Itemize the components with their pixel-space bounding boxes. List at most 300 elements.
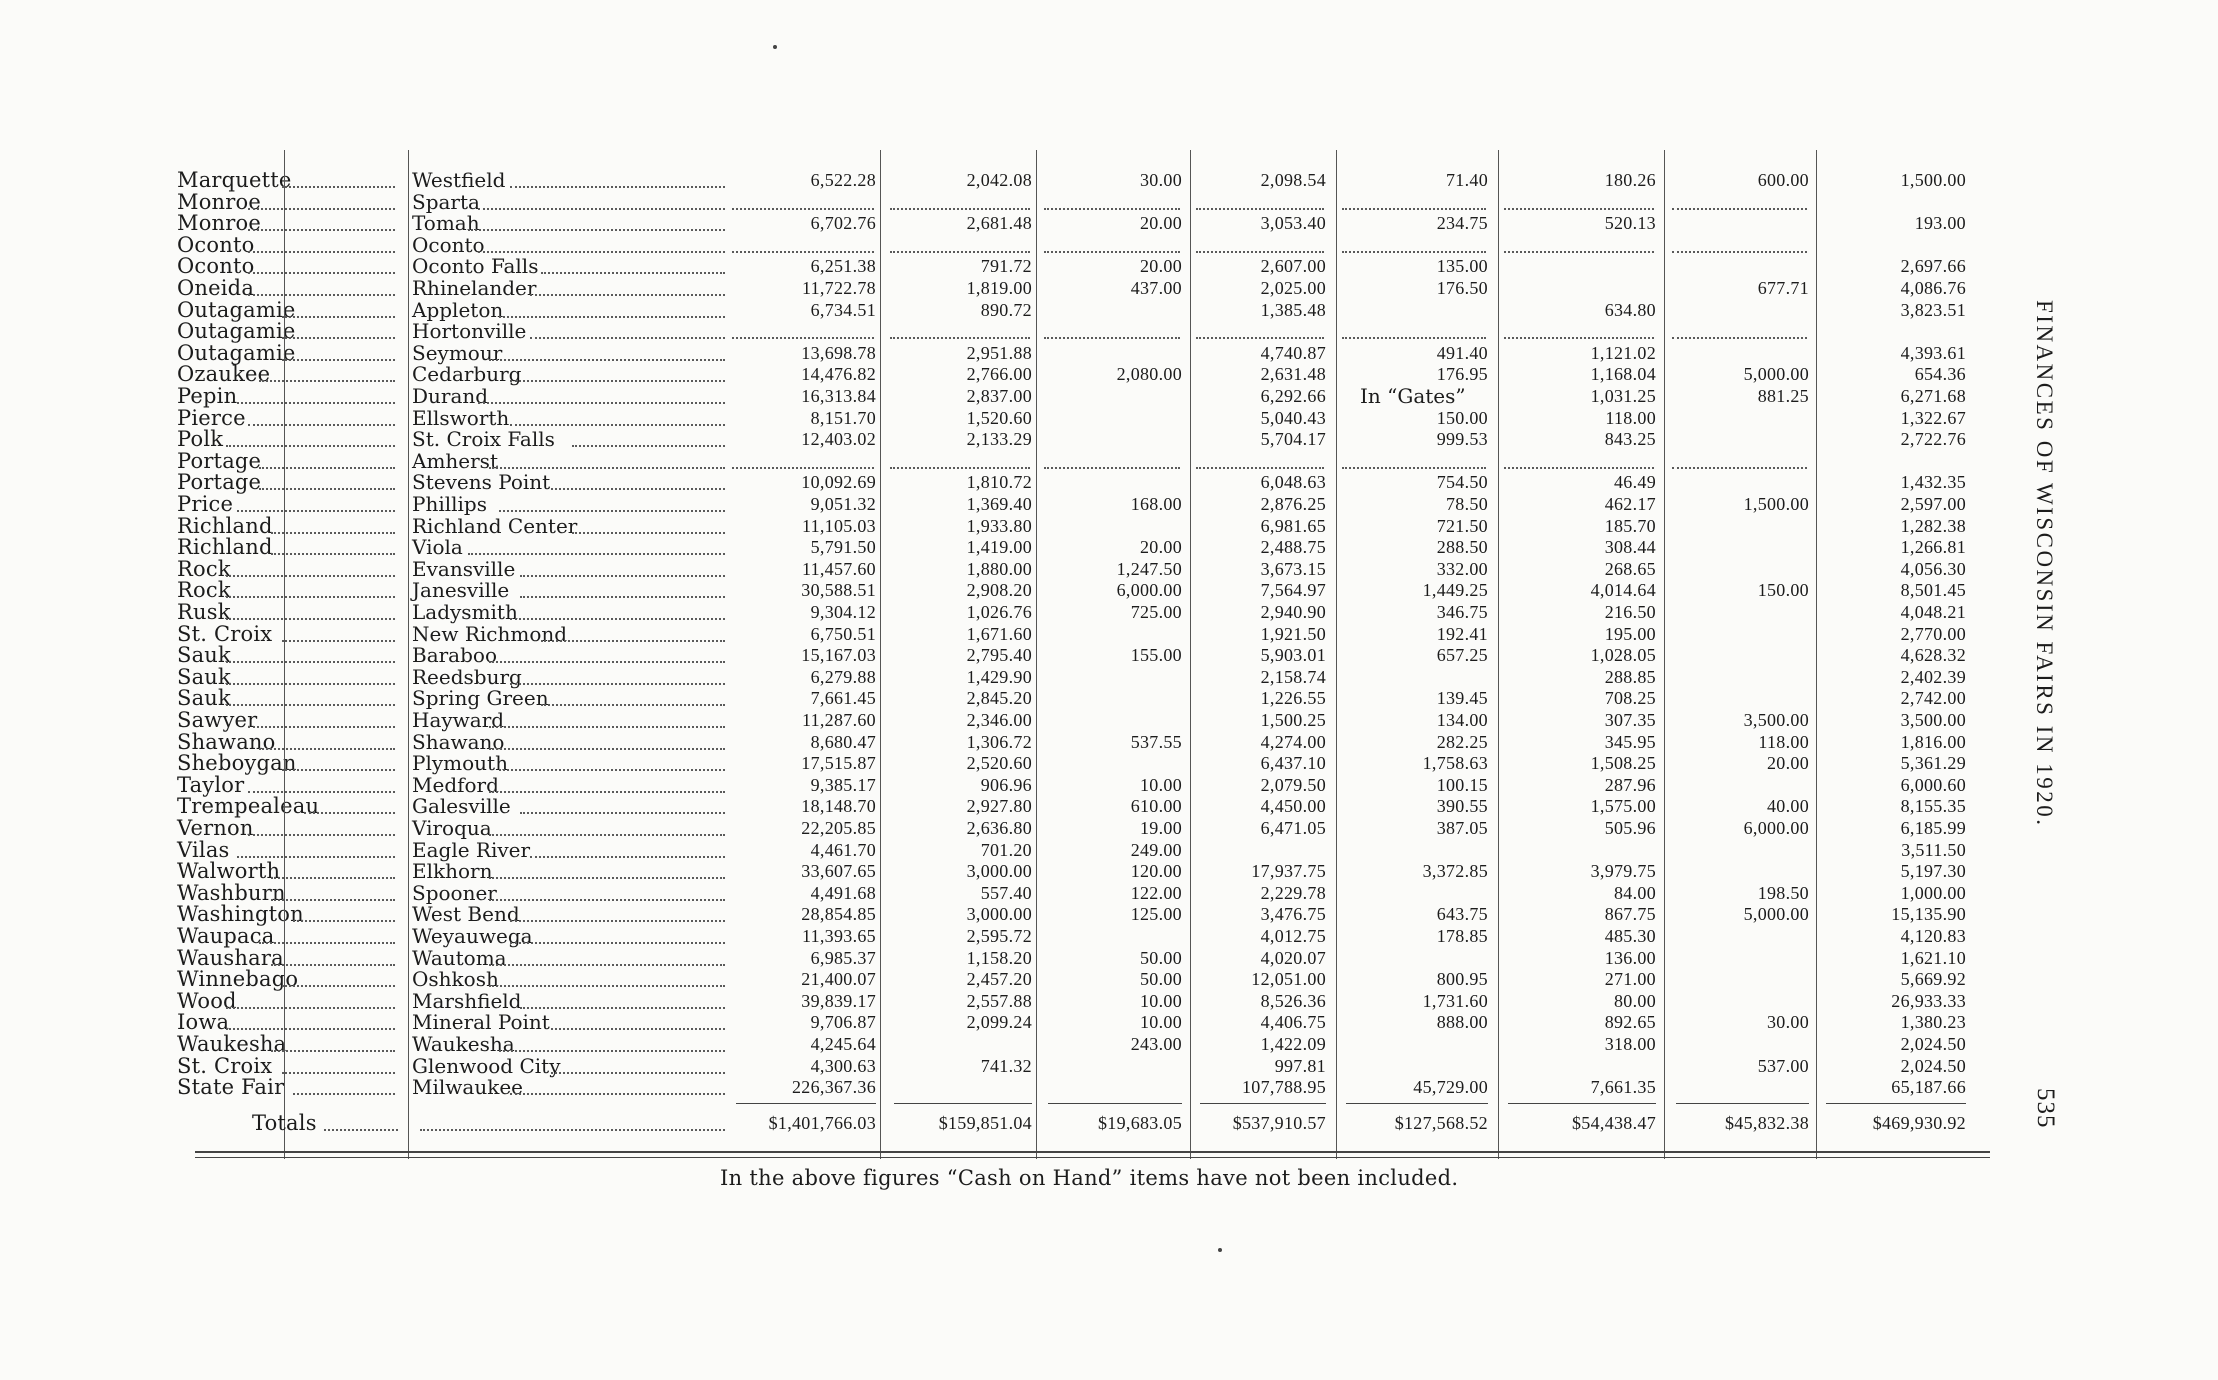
fair-town-cell: St. Croix Falls xyxy=(412,427,555,452)
totals-rule xyxy=(1826,1103,1966,1104)
footnote: In the above figures “Cash on Hand” items have not been included. xyxy=(720,1166,1459,1190)
fair-town-cell: Stevens Point xyxy=(412,470,551,495)
empty-cell-dots xyxy=(1672,251,1807,253)
county-cell: Washington xyxy=(177,902,304,927)
amount-cell: 1,508.25 xyxy=(1590,753,1656,774)
totals-rule xyxy=(1346,1103,1488,1104)
county-cell: Outagamie xyxy=(177,340,296,365)
amount-cell: 677.71 xyxy=(1757,278,1809,298)
totals-label: Totals xyxy=(252,1110,317,1135)
leader-dots xyxy=(271,877,395,879)
amount-cell: 243.00 xyxy=(1130,1034,1182,1054)
empty-cell-dots xyxy=(1504,337,1654,339)
empty-cell-dots xyxy=(1342,251,1486,253)
leader-dots xyxy=(510,683,725,685)
amount-cell: 1,000.00 xyxy=(1900,882,1966,903)
amount-cell: 1,500.25 xyxy=(1260,710,1326,730)
leader-dots xyxy=(259,748,395,750)
empty-cell-dots xyxy=(890,208,1030,210)
fair-town-cell: Viola xyxy=(412,535,463,560)
amount-cell: 2,742.00 xyxy=(1900,688,1966,709)
amount-cell: 10,092.69 xyxy=(801,472,876,493)
amount-cell: 2,402.39 xyxy=(1900,666,1966,687)
fair-town-cell: Weyauwega xyxy=(412,924,533,948)
amount-cell: 867.75 xyxy=(1604,904,1656,925)
leader-dots xyxy=(510,424,725,426)
leader-dots xyxy=(520,1007,725,1009)
county-cell: Waukesha xyxy=(177,1032,287,1056)
leader-dots xyxy=(226,704,395,706)
amount-cell: 107,788.95 xyxy=(1242,1077,1326,1098)
amount-cell: 11,722.78 xyxy=(801,278,876,298)
leader-dots xyxy=(551,1028,725,1030)
county-cell: Winnebago xyxy=(177,967,299,992)
leader-dots xyxy=(510,380,725,382)
county-cell: Sauk xyxy=(177,686,231,711)
amount-cell: 890.72 xyxy=(980,299,1032,320)
amount-cell: 6,522.28 xyxy=(810,170,876,190)
amount-cell: 2,940.90 xyxy=(1260,602,1326,622)
amount-cell: 1,731.60 xyxy=(1422,990,1488,1011)
amount-cell: 505.96 xyxy=(1604,818,1656,838)
fair-town-cell: Hayward xyxy=(412,708,505,732)
amount-cell: 537.00 xyxy=(1757,1055,1809,1076)
empty-cell-dots xyxy=(732,337,874,339)
column-rule xyxy=(1036,150,1037,1159)
empty-cell-dots xyxy=(890,337,1030,339)
leader-dots xyxy=(489,661,725,663)
fair-town-cell: Rhinelander xyxy=(412,276,537,300)
amount-cell: 2,766.00 xyxy=(966,364,1032,385)
amount-cell: 4,300.63 xyxy=(810,1055,876,1076)
fair-town-cell: Spring Green xyxy=(412,686,549,711)
county-cell: Sauk xyxy=(177,664,231,689)
fair-town-cell: Amherst xyxy=(412,448,498,473)
county-cell: Portage xyxy=(177,470,262,495)
amount-cell: 4,393.61 xyxy=(1900,342,1966,363)
county-cell: Oneida xyxy=(177,276,255,300)
amount-cell: 6,251.38 xyxy=(810,256,876,277)
county-cell: Rock xyxy=(177,578,231,603)
leader-dots xyxy=(530,294,725,296)
amount-cell: 643.75 xyxy=(1436,904,1488,925)
amount-cell: 997.81 xyxy=(1274,1055,1326,1076)
leader-dots xyxy=(478,402,725,404)
amount-cell: 1,921.50 xyxy=(1260,623,1326,644)
amount-cell: 4,450.00 xyxy=(1260,796,1326,817)
leader-dots xyxy=(324,1129,398,1131)
fair-town-cell: Appleton xyxy=(412,297,504,322)
leader-dots xyxy=(478,251,725,253)
fair-town-cell: Baraboo xyxy=(412,643,497,668)
amount-cell: 3,500.00 xyxy=(1743,710,1809,730)
fair-town-cell: Tomah xyxy=(412,211,480,236)
leader-dots xyxy=(489,726,725,728)
leader-dots xyxy=(499,1050,725,1052)
fair-town-cell: Ellsworth xyxy=(412,405,510,430)
amount-cell: 15,167.03 xyxy=(801,645,876,666)
amount-cell: 634.80 xyxy=(1604,299,1656,320)
leader-dots xyxy=(541,640,725,642)
amount-cell: 2,133.29 xyxy=(966,429,1032,450)
amount-cell: 332.00 xyxy=(1436,558,1488,579)
amount-cell: 6,000.00 xyxy=(1116,580,1182,601)
leader-dots xyxy=(499,316,725,318)
county-cell: Waupaca xyxy=(177,924,275,948)
amount-cell: 1,306.72 xyxy=(966,731,1032,752)
amount-cell: 6,185.99 xyxy=(1900,818,1966,838)
amount-cell: 999.53 xyxy=(1436,429,1488,450)
amount-cell: 6,437.10 xyxy=(1260,753,1326,774)
leader-dots xyxy=(226,575,395,577)
amount-cell: 268.65 xyxy=(1604,558,1656,579)
amount-cell: 462.17 xyxy=(1604,494,1656,514)
amount-cell: 11,287.60 xyxy=(801,710,876,730)
amount-cell: 1,282.38 xyxy=(1900,515,1966,536)
amount-cell: 11,393.65 xyxy=(801,926,876,946)
empty-cell-dots xyxy=(732,208,874,210)
amount-cell: 100.15 xyxy=(1436,774,1488,795)
amount-cell: 537.55 xyxy=(1130,731,1182,752)
amount-cell: 1,520.60 xyxy=(966,407,1032,428)
amount-cell: 139.45 xyxy=(1436,688,1488,709)
amount-cell: 6,000.60 xyxy=(1900,774,1966,795)
empty-cell-dots xyxy=(1044,337,1180,339)
leader-dots xyxy=(499,510,725,512)
fair-town-cell: West Bend xyxy=(412,902,520,927)
amount-cell: 4,056.30 xyxy=(1900,558,1966,579)
county-cell: Marquette xyxy=(177,168,292,192)
amount-cell: 657.25 xyxy=(1436,645,1488,666)
fair-town-cell: Elkhorn xyxy=(412,859,493,884)
county-cell: Ozaukee xyxy=(177,362,271,387)
amount-cell: 2,346.00 xyxy=(966,710,1032,730)
amount-cell: 1,380.23 xyxy=(1900,1012,1966,1033)
county-cell: Sheboygan xyxy=(177,751,297,776)
amount-cell: 2,795.40 xyxy=(966,645,1032,666)
amount-cell: 78.50 xyxy=(1446,494,1488,514)
column-rule xyxy=(284,150,285,1159)
amount-cell: 3,823.51 xyxy=(1900,299,1966,320)
county-cell: Monroe xyxy=(177,189,261,214)
empty-cell-dots xyxy=(890,251,1030,253)
amount-cell: 1,121.02 xyxy=(1590,342,1656,363)
amount-cell: 1,933.80 xyxy=(966,515,1032,536)
column-rule xyxy=(1336,150,1337,1159)
county-cell: Richland xyxy=(177,535,273,560)
fair-town-cell: Evansville xyxy=(412,556,516,581)
amount-cell: 2,770.00 xyxy=(1900,623,1966,644)
amount-cell: 800.95 xyxy=(1436,969,1488,990)
amount-cell: 1,449.25 xyxy=(1422,580,1488,601)
amount-cell: 2,951.88 xyxy=(966,342,1032,363)
amount-cell: 50.00 xyxy=(1140,947,1182,968)
amount-cell: 8,526.36 xyxy=(1260,990,1326,1011)
amount-cell: 4,406.75 xyxy=(1260,1012,1326,1033)
county-cell: Polk xyxy=(177,427,224,452)
amount-cell: 271.00 xyxy=(1604,969,1656,990)
amount-cell: 6,048.63 xyxy=(1260,472,1326,493)
empty-cell-dots xyxy=(1196,337,1324,339)
amount-cell: 5,791.50 xyxy=(810,537,876,558)
amount-cell: 9,051.32 xyxy=(810,494,876,514)
totals-rule xyxy=(1048,1103,1182,1104)
amount-cell: 2,158.74 xyxy=(1260,666,1326,687)
amount-cell: 6,702.76 xyxy=(810,213,876,234)
amount-cell: 176.95 xyxy=(1436,364,1488,385)
amount-cell: 150.00 xyxy=(1757,580,1809,601)
county-cell: Walworth xyxy=(177,859,281,884)
leader-dots xyxy=(530,856,725,858)
leader-dots xyxy=(499,769,725,771)
amount-cell: 2,557.88 xyxy=(966,990,1032,1011)
column-rule xyxy=(1498,150,1499,1159)
leader-dots xyxy=(489,467,725,469)
amount-cell: 2,080.00 xyxy=(1116,364,1182,385)
leader-dots xyxy=(237,856,395,858)
amount-cell: 282.25 xyxy=(1436,731,1488,752)
fair-town-cell: Westfield xyxy=(412,168,506,192)
amount-cell: 30.00 xyxy=(1140,170,1182,190)
totals-rule xyxy=(894,1103,1032,1104)
amount-cell: 10.00 xyxy=(1140,990,1182,1011)
leader-dots xyxy=(248,229,395,231)
amount-cell: 125.00 xyxy=(1130,904,1182,925)
leader-dots xyxy=(510,186,725,188)
amount-cell: 46.49 xyxy=(1614,472,1656,493)
total-amount-cell: $19,683.05 xyxy=(1098,1112,1182,1133)
amount-cell: 8,501.45 xyxy=(1900,580,1966,601)
fair-town-cell: Eagle River xyxy=(412,837,531,862)
leader-dots xyxy=(259,380,395,382)
fair-town-cell: Marshfield xyxy=(412,988,522,1013)
fair-town-cell: Oconto xyxy=(412,232,485,257)
leader-dots xyxy=(510,920,725,922)
leader-dots xyxy=(248,272,395,274)
empty-cell-dots xyxy=(1044,208,1180,210)
amount-cell: 14,476.82 xyxy=(801,364,876,385)
leader-dots xyxy=(226,1028,395,1030)
fair-town-cell: Galesville xyxy=(412,794,511,819)
county-cell: Iowa xyxy=(177,1010,230,1035)
amount-cell: 4,740.87 xyxy=(1260,342,1326,363)
column-rule xyxy=(408,150,409,1159)
amount-cell: 520.13 xyxy=(1604,213,1656,234)
amount-cell: 18,148.70 xyxy=(801,796,876,817)
leader-dots xyxy=(489,899,725,901)
county-cell: Trempealeau xyxy=(177,794,320,819)
empty-cell-dots xyxy=(1196,208,1324,210)
amount-cell: 4,628.32 xyxy=(1900,645,1966,666)
amount-cell: 721.50 xyxy=(1436,515,1488,536)
fair-town-cell: Seymour xyxy=(412,340,503,365)
bottom-rule xyxy=(195,1151,1990,1153)
gates-annotation: In “Gates” xyxy=(1360,384,1466,408)
leader-dots xyxy=(282,359,395,361)
amount-cell: 741.32 xyxy=(980,1055,1032,1076)
amount-cell: 6,292.66 xyxy=(1260,386,1326,406)
amount-cell: 2,908.20 xyxy=(966,580,1032,601)
leader-dots xyxy=(489,834,725,836)
amount-cell: 437.00 xyxy=(1130,278,1182,298)
leader-dots xyxy=(226,596,395,598)
fair-town-cell: Ladysmith xyxy=(412,600,518,624)
amount-cell: 2,607.00 xyxy=(1260,256,1326,277)
amount-cell: 2,079.50 xyxy=(1260,774,1326,795)
leader-dots xyxy=(304,812,395,814)
column-rule xyxy=(1816,150,1817,1159)
amount-cell: 33,607.65 xyxy=(801,861,876,882)
fair-town-cell: Shawano xyxy=(412,729,505,754)
amount-cell: 5,704.17 xyxy=(1260,429,1326,450)
leader-dots xyxy=(530,337,725,339)
amount-cell: 9,706.87 xyxy=(810,1012,876,1033)
page-header: FINANCES OF WISCONSIN FAIRS IN 1920. xyxy=(2032,300,2057,828)
leader-dots xyxy=(248,424,395,426)
leader-dots xyxy=(226,1007,395,1009)
amount-cell: 5,040.43 xyxy=(1260,407,1326,428)
fair-town-cell: Hortonville xyxy=(412,319,527,344)
amount-cell: 180.26 xyxy=(1604,170,1656,190)
amount-cell: 5,197.30 xyxy=(1900,861,1966,882)
fair-town-cell: New Richmond xyxy=(412,621,568,646)
ink-speck xyxy=(1218,1248,1222,1252)
column-rule xyxy=(880,150,881,1159)
amount-cell: 2,024.50 xyxy=(1900,1055,1966,1076)
column-rule xyxy=(1190,150,1191,1159)
county-cell: Rock xyxy=(177,556,231,581)
amount-cell: 1,880.00 xyxy=(966,558,1032,579)
county-cell: St. Croix xyxy=(177,1053,273,1078)
leader-dots xyxy=(489,985,725,987)
leader-dots xyxy=(541,704,725,706)
empty-cell-dots xyxy=(1342,467,1486,469)
amount-cell: 192.41 xyxy=(1436,623,1488,644)
amount-cell: 30.00 xyxy=(1767,1012,1809,1033)
amount-cell: 1,028.05 xyxy=(1590,645,1656,666)
amount-cell: 5,361.29 xyxy=(1900,753,1966,774)
amount-cell: 491.40 xyxy=(1436,342,1488,363)
leader-dots xyxy=(237,402,395,404)
amount-cell: 485.30 xyxy=(1604,926,1656,946)
county-cell: Richland xyxy=(177,513,273,538)
amount-cell: 28,854.85 xyxy=(801,904,876,925)
amount-cell: 1,158.20 xyxy=(966,947,1032,968)
amount-cell: 8,151.70 xyxy=(810,407,876,428)
leader-dots xyxy=(271,553,395,555)
amount-cell: 892.65 xyxy=(1604,1012,1656,1033)
county-cell: Wood xyxy=(177,988,237,1013)
amount-cell: 20.00 xyxy=(1767,753,1809,774)
amount-cell: 843.25 xyxy=(1604,429,1656,450)
county-cell: Sawyer xyxy=(177,708,258,732)
fair-town-cell: Janesville xyxy=(412,578,510,603)
amount-cell: 3,000.00 xyxy=(966,904,1032,925)
amount-cell: 4,491.68 xyxy=(810,882,876,903)
county-cell: Vernon xyxy=(177,816,254,840)
amount-cell: 2,098.54 xyxy=(1260,170,1326,190)
fair-town-cell: Oshkosh xyxy=(412,967,499,992)
amount-cell: 1,369.40 xyxy=(966,494,1032,514)
amount-cell: 26,933.33 xyxy=(1891,990,1966,1011)
leader-dots xyxy=(489,877,725,879)
amount-cell: 4,048.21 xyxy=(1900,602,1966,622)
total-amount-cell: $45,832.38 xyxy=(1725,1112,1809,1133)
fair-town-cell: Medford xyxy=(412,772,499,797)
amount-cell: 135.00 xyxy=(1436,256,1488,277)
amount-cell: 4,245.64 xyxy=(810,1034,876,1054)
fair-town-cell: Viroqua xyxy=(412,816,492,840)
amount-cell: 3,476.75 xyxy=(1260,904,1326,925)
empty-cell-dots xyxy=(732,251,874,253)
amount-cell: 307.35 xyxy=(1604,710,1656,730)
amount-cell: 1,819.00 xyxy=(966,278,1032,298)
amount-cell: 185.70 xyxy=(1604,515,1656,536)
amount-cell: 3,979.75 xyxy=(1590,861,1656,882)
empty-cell-dots xyxy=(890,467,1030,469)
county-cell: Outagamie xyxy=(177,297,296,322)
empty-cell-dots xyxy=(1504,208,1654,210)
amount-cell: 6,471.05 xyxy=(1260,818,1326,838)
amount-cell: 2,876.25 xyxy=(1260,494,1326,514)
leader-dots xyxy=(572,532,725,534)
county-cell: Portage xyxy=(177,448,262,473)
amount-cell: 17,937.75 xyxy=(1251,861,1326,882)
amount-cell: 80.00 xyxy=(1614,990,1656,1011)
empty-cell-dots xyxy=(1044,467,1180,469)
amount-cell: 2,488.75 xyxy=(1260,537,1326,558)
amount-cell: 118.00 xyxy=(1605,407,1656,428)
amount-cell: 5,000.00 xyxy=(1743,364,1809,385)
amount-cell: 6,981.65 xyxy=(1260,515,1326,536)
total-amount-cell: $127,568.52 xyxy=(1394,1112,1488,1133)
amount-cell: 7,661.45 xyxy=(810,688,876,709)
leader-dots xyxy=(271,899,395,901)
amount-cell: 45,729.00 xyxy=(1413,1077,1488,1098)
leader-dots xyxy=(237,510,395,512)
county-cell: St. Croix xyxy=(177,621,273,646)
county-cell: Monroe xyxy=(177,211,261,236)
amount-cell: 791.72 xyxy=(980,256,1032,277)
empty-cell-dots xyxy=(1342,208,1486,210)
leader-dots xyxy=(510,942,725,944)
leader-dots xyxy=(489,964,725,966)
amount-cell: 21,400.07 xyxy=(801,969,876,990)
leader-dots xyxy=(259,467,395,469)
empty-cell-dots xyxy=(1672,208,1807,210)
amount-cell: 10.00 xyxy=(1140,1012,1182,1033)
county-cell: Price xyxy=(177,492,234,516)
amount-cell: 11,105.03 xyxy=(801,515,876,536)
amount-cell: 2,025.00 xyxy=(1260,278,1326,298)
leader-dots xyxy=(248,251,395,253)
leader-dots xyxy=(572,445,725,447)
totals-rule xyxy=(1508,1103,1656,1104)
amount-cell: 318.00 xyxy=(1604,1034,1656,1054)
amount-cell: 1,500.00 xyxy=(1743,494,1809,514)
leader-dots xyxy=(248,208,395,210)
county-cell: Washburn xyxy=(177,880,286,905)
amount-cell: 881.25 xyxy=(1757,386,1809,406)
county-cell: Vilas xyxy=(177,837,230,862)
empty-cell-dots xyxy=(1342,337,1486,339)
amount-cell: 2,520.60 xyxy=(966,753,1032,774)
total-amount-cell: $1,401,766.03 xyxy=(768,1112,876,1133)
amount-cell: 1,322.67 xyxy=(1900,407,1966,428)
county-cell: Pierce xyxy=(177,405,246,430)
amount-cell: 346.75 xyxy=(1436,602,1488,622)
amount-cell: 176.50 xyxy=(1436,278,1488,298)
